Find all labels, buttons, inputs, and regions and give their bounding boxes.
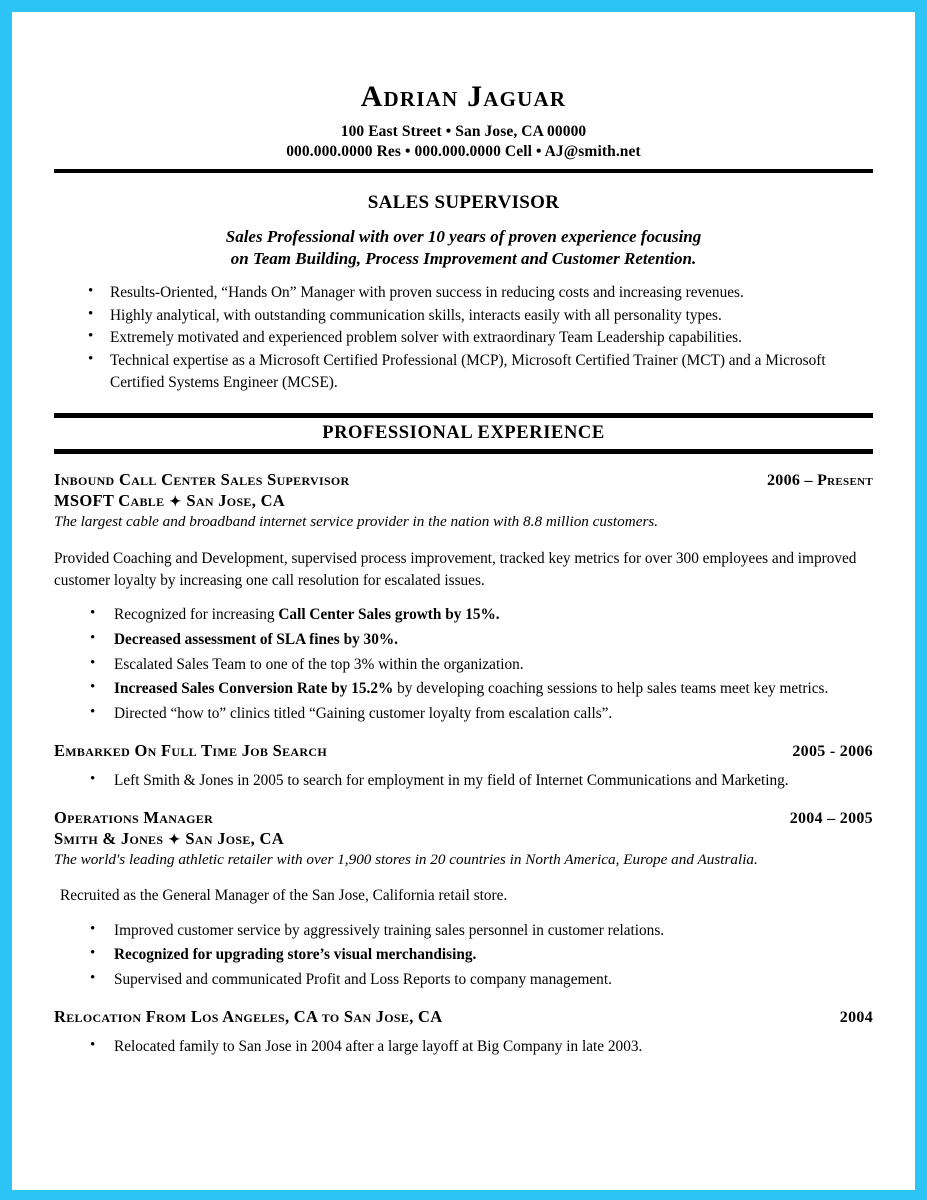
company-location: San Jose, CA	[186, 491, 285, 511]
company-name: Smith & Jones	[54, 828, 164, 848]
experience-entry-header	[54, 741, 873, 761]
job-achievements-list	[54, 604, 873, 725]
job-achievements-list	[54, 1036, 873, 1058]
list-item: • Extremely motivated and experienced problem solver with extraordinary Team Leadership capabilities.	[88, 327, 873, 349]
list-item: • Improved customer service by aggressively training sales personnel in customer relations.	[90, 920, 873, 942]
list-item: • Escalated Sales Team to one of the top 3% within the organization.	[90, 654, 873, 676]
resume-sheet	[12, 12, 915, 1058]
tagline-line-1: Sales Professional with over 10 years of proven experience focusing	[225, 227, 702, 246]
job-company-location	[54, 491, 873, 511]
list-item: • Increased Sales Conversion Rate by 15.2% by developing coaching sessions to help sales teams meet key metrics.	[90, 678, 873, 700]
experience-entry-header	[54, 808, 873, 828]
job-title: Operations Manager	[54, 807, 214, 827]
job-target-title: SALES SUPERVISOR	[367, 192, 560, 213]
experience-entry	[54, 741, 873, 792]
job-dates: 2005 - 2006	[792, 742, 873, 760]
professional-experience-header	[54, 413, 873, 454]
job-title: Inbound Call Center Sales Supervisor	[54, 470, 350, 490]
list-item: • Technical expertise as a Microsoft Certified Professional (MCP), Microsoft Certified Trainer (MCT) and a Microsoft Certified Systems Engineer (MCSE).	[88, 350, 873, 393]
experience-entry	[54, 470, 873, 724]
experience-entry-header	[54, 1007, 873, 1027]
emphasis-text: Increased Sales Conversion Rate by 15.2%	[114, 680, 394, 698]
list-item: • Directed “how to” clinics titled “Gaining customer loyalty from escalation calls”.	[90, 703, 873, 725]
experience-entries	[54, 470, 873, 1057]
star-separator-icon: ✦	[168, 832, 181, 848]
list-item: • Left Smith & Jones in 2005 to search for employment in my field of Internet Communications and Marketing.	[90, 770, 873, 792]
job-title: Relocation From Los Angeles, CA to San Jose, CA	[54, 1006, 443, 1026]
job-dates: 2004 – 2005	[789, 809, 873, 827]
job-dates: 2006 – Present	[767, 472, 873, 490]
experience-entry-header	[54, 470, 873, 490]
company-name: MSOFT Cable	[54, 491, 165, 511]
list-item	[90, 629, 873, 651]
section-title: PROFESSIONAL EXPERIENCE	[322, 423, 605, 444]
emphasis-text: Decreased assessment of SLA fines by 30%.	[114, 630, 398, 648]
experience-entry	[54, 808, 873, 991]
job-summary-paragraph: Provided Coaching and Development, supervised process improvement, tracked key metrics for over 300 employees and improved customer loyalty by increasing one call resolution for escalated issues.	[54, 549, 857, 589]
company-location: San Jose, CA	[185, 828, 284, 848]
list-item: • Relocated family to San Jose in 2004 after a large layoff at Big Company in late 2003.	[90, 1036, 873, 1058]
job-summary-paragraph: Recruited as the General Manager of the San Jose, California retail store.	[60, 886, 508, 904]
experience-entry	[54, 1007, 873, 1058]
contact-line: 000.000.0000 Res • 000.000.0000 Cell • AJ@smith.net	[286, 143, 641, 160]
summary-highlights-list	[54, 282, 873, 394]
company-description: The largest cable and broadband internet service provider in the nation with 8.8 million customers.	[54, 513, 659, 531]
list-item: • Recognized for increasing Call Center Sales growth by 15%.	[90, 604, 873, 626]
header-divider	[54, 169, 873, 173]
resume-page	[12, 12, 915, 1190]
star-separator-icon: ✦	[169, 495, 182, 511]
list-item: • Highly analytical, with outstanding communication skills, interacts easily with all personality types.	[88, 305, 873, 327]
job-title: Embarked On Full Time Job Search	[54, 740, 327, 760]
list-item: • Supervised and communicated Profit and Loss Reports to company management.	[90, 969, 873, 991]
candidate-name: Adrian Jaguar	[360, 80, 567, 113]
job-achievements-list	[54, 770, 873, 792]
job-achievements-list	[54, 920, 873, 991]
section-rule-bottom	[54, 449, 873, 454]
job-dates: 2004	[839, 1008, 873, 1026]
address-line: 100 East Street • San Jose, CA 00000	[340, 123, 587, 140]
list-item: • Results-Oriented, “Hands On” Manager with proven success in reducing costs and increasing revenues.	[88, 282, 873, 304]
tagline	[54, 226, 873, 271]
company-description: The world's leading athletic retailer with over 1,900 stores in 20 countries in North America, Europe and Australia.	[54, 850, 758, 868]
emphasis-text: Call Center Sales growth by 15%.	[278, 606, 500, 624]
emphasis-text: Recognized for upgrading store’s visual merchandising.	[114, 946, 477, 964]
tagline-line-2: on Team Building, Process Improvement and Customer Retention.	[230, 249, 697, 269]
job-company-location	[54, 829, 873, 849]
list-item	[90, 944, 873, 966]
